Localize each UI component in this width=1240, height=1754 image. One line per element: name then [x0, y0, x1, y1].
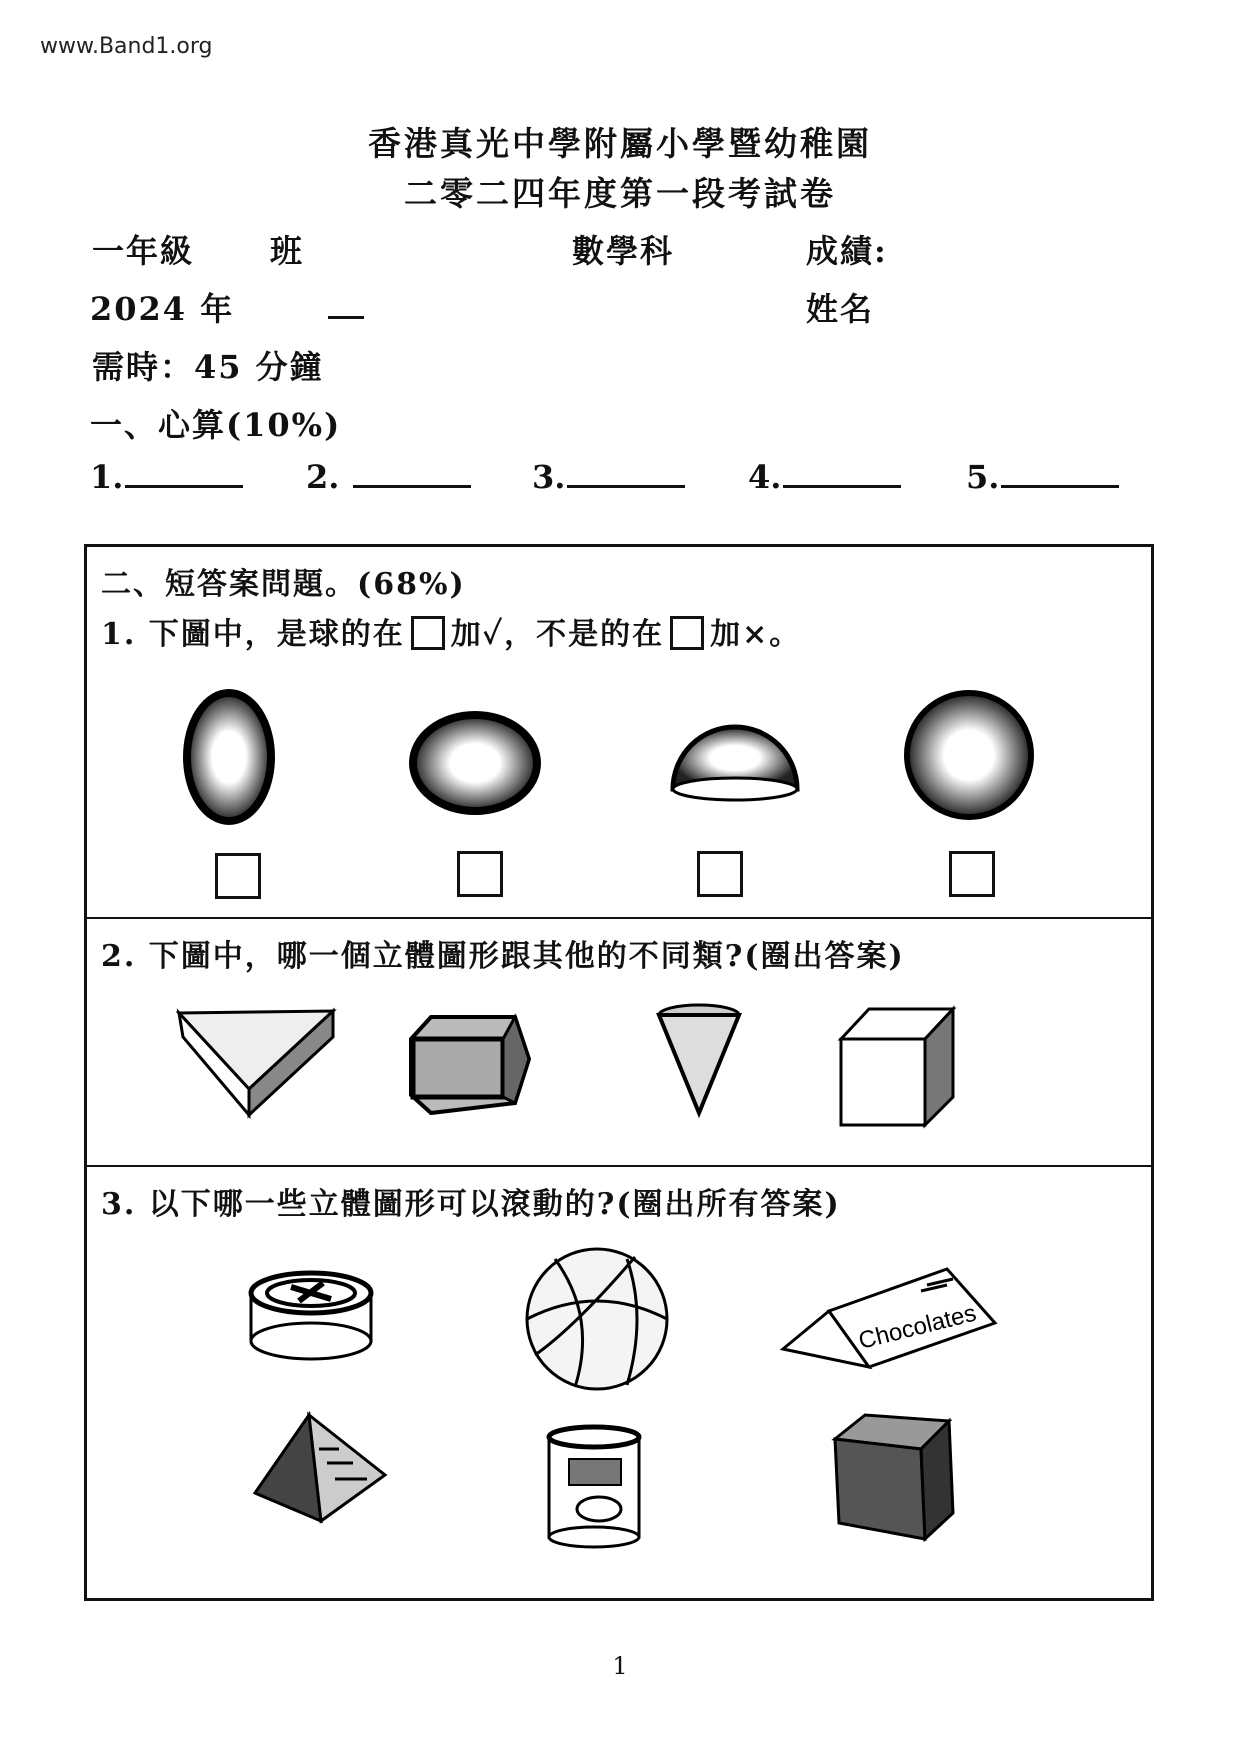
inline-box-icon: [670, 616, 704, 650]
date-mark: [328, 316, 364, 319]
question-2: 2. 下圖中，哪一個立體圖形跟其他的不同類?(圈出答案): [101, 939, 905, 974]
section1-title: 一、心算(10%): [90, 406, 342, 444]
triangular-prism-shape: [173, 997, 343, 1127]
chocolate-label: Chocolates: [855, 1299, 979, 1355]
time-label: 需時：45 分鐘: [92, 348, 324, 386]
answer-checkbox-4[interactable]: [949, 851, 995, 897]
answer-blank-3: 3.: [532, 455, 685, 496]
answer-blank-1: 1.: [90, 455, 243, 496]
answer-checkbox-3[interactable]: [697, 851, 743, 897]
ellipse-horizontal-shape: [409, 711, 549, 821]
cylinder-tin-shape: [239, 1263, 379, 1373]
school-name: 香港真光中學附屬小學暨幼稚園: [368, 124, 872, 163]
score-label: 成績:: [806, 232, 888, 270]
name-label: 姓名: [806, 290, 875, 328]
hemisphere-shape: [667, 719, 807, 809]
subject-label: 數學科: [572, 232, 675, 270]
hexagonal-prism-shape: [405, 1009, 545, 1119]
exam-title: 二零二四年度第一段考試卷: [404, 174, 836, 213]
class-label: 班: [270, 232, 305, 270]
question-3: 3. 以下哪一些立體圖形可以滾動的?(圈出所有答案): [101, 1187, 841, 1222]
year-label: 2024 年: [90, 290, 235, 328]
answer-blank-2: 2.: [306, 455, 471, 496]
cube-shape: [835, 1003, 965, 1133]
answer-blank-4: 4.: [748, 455, 901, 496]
section-divider: [87, 917, 1151, 919]
ellipse-vertical-shape: [183, 687, 283, 827]
question-1: 1. 下圖中，是球的在 加✓，不是的在 加×。: [101, 617, 802, 652]
grade-label: 一年級: [92, 232, 195, 270]
pyramid-shape: [249, 1409, 389, 1529]
canned-food-shape: [541, 1423, 651, 1553]
section-divider: [87, 1165, 1151, 1167]
website-watermark: www.Band1.org: [40, 34, 213, 59]
sphere-shape: [903, 687, 1043, 827]
dark-cube-shape: [829, 1409, 969, 1549]
cone-shape: [653, 1001, 753, 1121]
inline-box-icon: [411, 616, 445, 650]
section2-box: [84, 544, 1154, 1601]
page-number: 1: [612, 1652, 628, 1680]
answer-blank-5: 5.: [966, 455, 1119, 496]
basketball-shape: [515, 1247, 685, 1397]
answer-checkbox-1[interactable]: [215, 853, 261, 899]
chocolate-box-shape: [777, 1251, 1007, 1381]
section2-title: 二、短答案問題。(68%): [101, 567, 466, 602]
answer-checkbox-2[interactable]: [457, 851, 503, 897]
